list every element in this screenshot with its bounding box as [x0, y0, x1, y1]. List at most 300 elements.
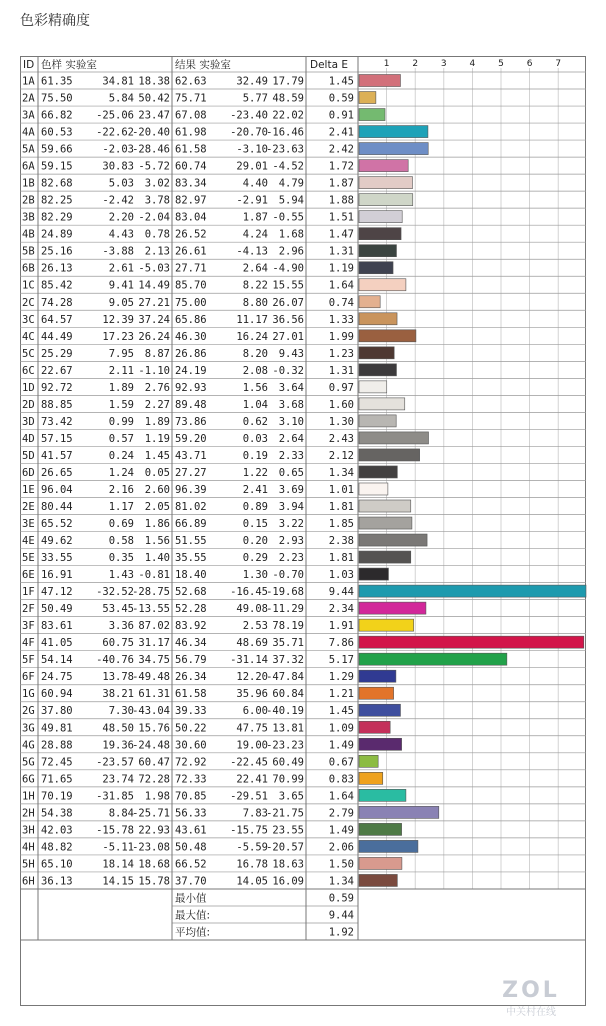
axis-tick-label: 3: [440, 59, 447, 69]
res-a: -5.59: [236, 841, 268, 854]
res-a: 4.24: [242, 228, 268, 241]
ref-a: 2.61: [108, 262, 134, 275]
page-title: 色彩精确度: [20, 13, 90, 29]
ref-l: 96.04: [41, 483, 73, 496]
row-id: 4B: [22, 228, 35, 241]
res-l: 43.71: [175, 449, 207, 462]
ref-a: 1.24: [108, 466, 134, 479]
res-a: 0.03: [242, 432, 268, 445]
delta-e-value: 1.99: [328, 330, 354, 343]
res-b: -40.19: [266, 705, 304, 718]
delta-e-bar: [359, 483, 388, 495]
delta-e-value: 1.34: [328, 875, 354, 888]
ref-a: -22.62: [96, 126, 134, 139]
ref-b: 14.49: [138, 279, 170, 292]
delta-e-bar: [359, 398, 405, 410]
row-id: 6E: [22, 569, 35, 582]
ref-l: 82.25: [41, 194, 73, 207]
ref-l: 54.14: [41, 654, 73, 667]
row-id: 1E: [22, 483, 35, 496]
ref-b: 2.27: [144, 398, 170, 411]
res-b: 3.65: [278, 790, 304, 803]
axis-tick-label: 7: [555, 59, 562, 69]
res-b: 17.79: [272, 75, 304, 88]
res-a: 48.69: [236, 637, 268, 650]
ref-l: 26.13: [41, 262, 73, 275]
ref-a: -23.57: [96, 756, 134, 769]
row-id: 5H: [22, 858, 35, 871]
ref-b: 18.38: [138, 75, 170, 88]
row-id: 5F: [22, 654, 35, 667]
delta-e-value: 1.85: [328, 518, 354, 531]
res-l: 52.28: [175, 603, 207, 616]
ref-l: 41.57: [41, 449, 73, 462]
res-a: 5.77: [242, 92, 268, 105]
row-id: 5E: [22, 552, 35, 565]
ref-l: 60.94: [41, 688, 73, 701]
delta-e-value: 1.60: [328, 398, 354, 411]
delta-e-bar: [359, 772, 383, 784]
ref-a: 53.45: [102, 603, 134, 616]
ref-b: -28.75: [132, 586, 170, 599]
ref-l: 41.05: [41, 637, 73, 650]
delta-e-value: 0.67: [328, 756, 354, 769]
row-id: 3G: [22, 722, 35, 735]
delta-e-value: 9.44: [328, 586, 354, 599]
ref-l: 28.88: [41, 739, 73, 752]
ref-b: 26.24: [138, 330, 170, 343]
res-b: 18.63: [272, 858, 304, 871]
row-id: 2D: [22, 398, 35, 411]
ref-l: 80.44: [41, 501, 73, 513]
res-l: 26.61: [175, 245, 207, 258]
ref-l: 22.67: [41, 364, 73, 377]
delta-e-value: 1.51: [328, 211, 354, 224]
row-id: 2B: [22, 194, 35, 207]
ref-l: 59.15: [41, 160, 73, 173]
res-l: 73.86: [175, 415, 207, 428]
delta-e-bar: [359, 687, 394, 699]
ref-a: 14.15: [102, 875, 134, 888]
row-id: 6D: [22, 466, 35, 479]
delta-e-value: 1.29: [328, 671, 354, 684]
delta-e-bar: [359, 211, 402, 223]
res-b: -47.84: [266, 671, 304, 684]
res-a: 19.00: [236, 739, 268, 752]
res-b: -20.57: [266, 841, 304, 854]
ref-b: 2.13: [144, 245, 170, 258]
delta-e-value: 0.74: [328, 296, 354, 309]
summary-value: 0.59: [328, 892, 354, 905]
res-l: 83.04: [175, 211, 207, 224]
delta-e-value: 1.19: [328, 262, 354, 275]
res-b: 16.09: [272, 875, 304, 888]
ref-b: -0.81: [138, 569, 170, 582]
row-id: 6B: [22, 262, 35, 275]
delta-e-value: 7.86: [328, 637, 354, 650]
ref-b: -20.40: [132, 126, 170, 139]
res-l: 26.34: [175, 671, 207, 684]
row-id: 3C: [22, 313, 35, 326]
ref-b: 1.86: [144, 518, 170, 531]
res-a: -4.13: [236, 245, 268, 258]
delta-e-bar: [359, 806, 439, 818]
row-id: 5C: [22, 347, 35, 360]
ref-a: -15.78: [96, 824, 134, 837]
res-a: 8.80: [242, 296, 268, 309]
res-a: 4.40: [242, 177, 268, 190]
axis-tick-label: 2: [412, 59, 419, 69]
res-l: 75.71: [175, 92, 207, 105]
res-l: 82.97: [175, 194, 207, 207]
res-a: 7.83: [242, 807, 268, 820]
ref-l: 26.65: [41, 466, 73, 479]
row-id: 3B: [22, 211, 35, 224]
ref-b: 2.76: [144, 381, 170, 394]
res-b: -0.32: [272, 364, 304, 377]
row-id: 6H: [22, 875, 35, 888]
res-b: -11.29: [266, 603, 304, 616]
delta-e-value: 2.06: [328, 841, 354, 854]
res-a: 1.87: [242, 211, 268, 224]
delta-e-bar: [359, 755, 378, 767]
ref-b: 50.42: [138, 92, 170, 105]
ref-a: 0.57: [108, 432, 134, 445]
res-b: -4.52: [272, 160, 304, 173]
delta-e-value: 1.03: [328, 569, 354, 582]
res-a: 2.64: [242, 262, 268, 275]
delta-e-value: 0.91: [328, 109, 354, 122]
res-b: 23.55: [272, 824, 304, 837]
res-a: 2.08: [242, 364, 268, 377]
res-b: 3.94: [278, 501, 304, 513]
res-b: 70.99: [272, 773, 304, 786]
ref-b: 0.05: [144, 466, 170, 479]
ref-a: -32.52: [96, 586, 134, 599]
res-l: 72.33: [175, 773, 207, 786]
delta-e-value: 1.30: [328, 415, 354, 428]
ref-l: 85.42: [41, 279, 73, 292]
row-id: 3H: [22, 824, 35, 837]
ref-l: 37.80: [41, 705, 73, 718]
ref-a: 9.41: [108, 279, 134, 292]
res-b: 22.02: [272, 109, 304, 122]
res-l: 81.02: [175, 501, 207, 513]
res-b: 0.65: [278, 466, 304, 479]
ref-b: 3.02: [144, 177, 170, 190]
ref-b: -25.71: [132, 807, 170, 820]
ref-b: 18.68: [138, 858, 170, 871]
delta-e-bar: [359, 381, 387, 393]
delta-e-bar: [359, 789, 406, 801]
ref-l: 74.28: [41, 296, 73, 309]
ref-b: -49.48: [132, 671, 170, 684]
ref-a: 23.74: [102, 773, 134, 786]
delta-e-value: 1.47: [328, 228, 354, 241]
watermark-logo: ZOL: [502, 978, 560, 1003]
ref-l: 57.15: [41, 432, 73, 445]
axis-tick-label: 1: [383, 59, 390, 69]
res-a: 1.56: [242, 381, 268, 394]
ref-a: 0.58: [108, 535, 134, 548]
row-id: 1G: [22, 688, 35, 701]
row-id: 5D: [22, 449, 35, 462]
header-reference: 色样 实验室: [41, 59, 97, 71]
res-b: 3.68: [278, 398, 304, 411]
ref-a: 1.89: [108, 381, 134, 394]
delta-e-bar: [359, 619, 414, 631]
ref-a: 8.84: [108, 807, 134, 820]
delta-e-value: 1.34: [328, 466, 354, 479]
delta-e-value: 1.49: [328, 739, 354, 752]
delta-e-value: 2.38: [328, 535, 354, 548]
ref-a: 17.23: [102, 330, 134, 343]
delta-e-bar: [359, 500, 411, 512]
delta-e-bar: [359, 466, 397, 478]
res-b: -21.75: [266, 807, 304, 820]
delta-e-bar: [359, 262, 393, 274]
ref-b: -5.72: [138, 160, 170, 173]
delta-e-value: 1.81: [328, 501, 354, 513]
res-l: 83.34: [175, 177, 207, 190]
ref-l: 44.49: [41, 330, 73, 343]
row-id: 3F: [22, 620, 35, 633]
ref-b: 1.45: [144, 449, 170, 462]
row-id: 3D: [22, 415, 35, 428]
ref-b: 34.75: [138, 654, 170, 667]
row-id: 6G: [22, 773, 35, 786]
ref-l: 25.29: [41, 347, 73, 360]
ref-b: 1.19: [144, 432, 170, 445]
watermark-text: 中关村在线: [506, 1007, 556, 1018]
delta-e-bar: [359, 670, 396, 682]
delta-e-bar: [359, 653, 507, 665]
res-b: 4.79: [278, 177, 304, 190]
delta-e-bar: [359, 75, 400, 87]
ref-l: 66.82: [41, 109, 73, 122]
res-l: 60.74: [175, 160, 207, 173]
row-id: 5A: [22, 143, 35, 156]
row-id: 4H: [22, 841, 35, 854]
ref-b: 27.21: [138, 296, 170, 309]
row-id: 6F: [22, 671, 35, 684]
axis-tick-label: 6: [526, 59, 533, 69]
ref-a: -25.06: [96, 109, 134, 122]
res-l: 96.39: [175, 483, 207, 496]
delta-e-value: 2.34: [328, 603, 354, 616]
delta-e-bar: [359, 602, 426, 614]
res-b: 3.69: [278, 483, 304, 496]
delta-e-value: 1.72: [328, 160, 354, 173]
res-l: 92.93: [175, 381, 207, 394]
ref-b: -24.48: [132, 739, 170, 752]
ref-l: 83.61: [41, 620, 73, 633]
delta-e-bar: [359, 364, 396, 376]
row-id: 4G: [22, 739, 35, 752]
row-id: 4F: [22, 637, 35, 650]
res-l: 62.63: [175, 75, 207, 88]
header-measured: 结果 实验室: [175, 59, 231, 71]
ref-a: 30.83: [102, 160, 134, 173]
res-a: 6.00: [242, 705, 268, 718]
ref-b: 8.87: [144, 347, 170, 360]
ref-l: 24.89: [41, 228, 73, 241]
row-id: 2E: [22, 501, 35, 513]
res-b: 5.94: [278, 194, 304, 207]
delta-e-value: 0.97: [328, 381, 354, 394]
delta-e-bar: [359, 874, 397, 886]
delta-e-value: 1.33: [328, 313, 354, 326]
ref-l: 47.12: [41, 586, 73, 599]
delta-e-bar: [359, 704, 400, 716]
res-a: 0.19: [242, 449, 268, 462]
row-id: 5B: [22, 245, 35, 258]
res-a: 0.15: [242, 518, 268, 531]
res-a: -29.51: [230, 790, 268, 803]
res-l: 66.89: [175, 518, 207, 531]
ref-a: 19.36: [102, 739, 134, 752]
ref-l: 82.68: [41, 177, 73, 190]
delta-e-bar: [359, 568, 388, 580]
delta-e-value: 0.59: [328, 92, 354, 105]
ref-a: 2.20: [108, 211, 134, 224]
ref-b: 2.05: [144, 501, 170, 513]
res-b: 78.19: [272, 620, 304, 633]
res-b: 1.68: [278, 228, 304, 241]
ref-b: 1.40: [144, 552, 170, 565]
delta-e-value: 2.42: [328, 143, 354, 156]
ref-a: 0.69: [108, 518, 134, 531]
res-b: -4.90: [272, 262, 304, 275]
delta-e-value: 5.17: [328, 654, 354, 667]
delta-e-bar: [359, 738, 402, 750]
ref-b: -23.08: [132, 841, 170, 854]
ref-l: 61.35: [41, 75, 73, 88]
res-a: 35.96: [236, 688, 268, 701]
res-l: 56.33: [175, 807, 207, 820]
summary-label: 最大值:: [175, 909, 211, 922]
res-l: 39.33: [175, 705, 207, 718]
res-a: 14.05: [236, 875, 268, 888]
ref-b: 3.78: [144, 194, 170, 207]
res-b: 60.84: [272, 688, 304, 701]
row-id: 2F: [22, 603, 35, 616]
ref-a: 48.50: [102, 722, 134, 735]
res-a: 29.01: [236, 160, 268, 173]
row-id: 6C: [22, 364, 35, 377]
ref-a: 1.43: [108, 569, 134, 582]
res-b: 37.32: [272, 654, 304, 667]
res-b: 2.93: [278, 535, 304, 548]
res-b: 35.71: [272, 637, 304, 650]
summary-label: 平均值:: [175, 926, 211, 939]
ref-b: 23.47: [138, 109, 170, 122]
ref-l: 16.91: [41, 569, 73, 582]
res-l: 67.08: [175, 109, 207, 122]
res-b: 2.23: [278, 552, 304, 565]
res-a: 22.41: [236, 773, 268, 786]
ref-a: 9.05: [108, 296, 134, 309]
row-id: 4D: [22, 432, 35, 445]
res-a: 0.62: [242, 415, 268, 428]
ref-l: 65.52: [41, 518, 73, 531]
res-a: 1.04: [242, 398, 268, 411]
res-b: -0.55: [272, 211, 304, 224]
res-l: 50.22: [175, 722, 207, 735]
res-a: 11.17: [236, 313, 268, 326]
ref-l: 71.65: [41, 773, 73, 786]
res-a: -23.40: [230, 109, 268, 122]
ref-a: 0.35: [108, 552, 134, 565]
res-l: 30.60: [175, 739, 207, 752]
ref-a: -5.11: [102, 841, 134, 854]
delta-e-bar: [359, 721, 390, 733]
res-l: 61.58: [175, 143, 207, 156]
res-l: 75.00: [175, 296, 207, 309]
res-l: 43.61: [175, 824, 207, 837]
res-l: 56.79: [175, 654, 207, 667]
delta-e-value: 1.81: [328, 552, 354, 565]
delta-e-bar: [359, 330, 416, 342]
ref-a: 4.43: [108, 228, 134, 241]
row-id: 4E: [22, 535, 35, 548]
delta-e-bar: [359, 432, 428, 444]
res-l: 24.19: [175, 364, 207, 377]
delta-e-value: 1.09: [328, 722, 354, 735]
res-b: 3.64: [278, 381, 304, 394]
res-b: -23.63: [266, 143, 304, 156]
delta-e-value: 1.50: [328, 858, 354, 871]
delta-e-value: 1.49: [328, 824, 354, 837]
row-id: 1A: [22, 75, 35, 88]
ref-b: 37.24: [138, 313, 170, 326]
res-a: 8.20: [242, 347, 268, 360]
res-l: 26.52: [175, 228, 207, 241]
ref-b: 61.31: [138, 688, 170, 701]
res-a: 16.24: [236, 330, 268, 343]
ref-a: 5.03: [108, 177, 134, 190]
ref-l: 70.19: [41, 790, 73, 803]
row-id: 4C: [22, 330, 35, 343]
delta-e-value: 2.12: [328, 449, 354, 462]
ref-l: 65.10: [41, 858, 73, 871]
ref-l: 49.62: [41, 535, 73, 548]
res-b: 60.49: [272, 756, 304, 769]
ref-a: 1.17: [108, 501, 134, 513]
ref-l: 75.50: [41, 92, 73, 105]
ref-b: 15.76: [138, 722, 170, 735]
summary-value: 9.44: [328, 909, 354, 922]
ref-a: 34.81: [102, 75, 134, 88]
ref-a: 0.99: [108, 415, 134, 428]
ref-l: 73.42: [41, 415, 73, 428]
ref-b: 60.47: [138, 756, 170, 769]
res-b: -0.70: [272, 569, 304, 582]
res-b: 36.56: [272, 313, 304, 326]
res-b: 2.33: [278, 449, 304, 462]
res-l: 51.55: [175, 535, 207, 548]
res-a: 16.78: [236, 858, 268, 871]
ref-l: 33.55: [41, 552, 73, 565]
res-b: -23.23: [266, 739, 304, 752]
ref-l: 25.16: [41, 245, 73, 258]
row-id: 1B: [22, 177, 35, 190]
ref-a: -40.76: [96, 654, 134, 667]
delta-e-value: 1.91: [328, 620, 354, 633]
delta-e-bar: [359, 534, 427, 546]
res-l: 61.58: [175, 688, 207, 701]
res-l: 83.92: [175, 620, 207, 633]
